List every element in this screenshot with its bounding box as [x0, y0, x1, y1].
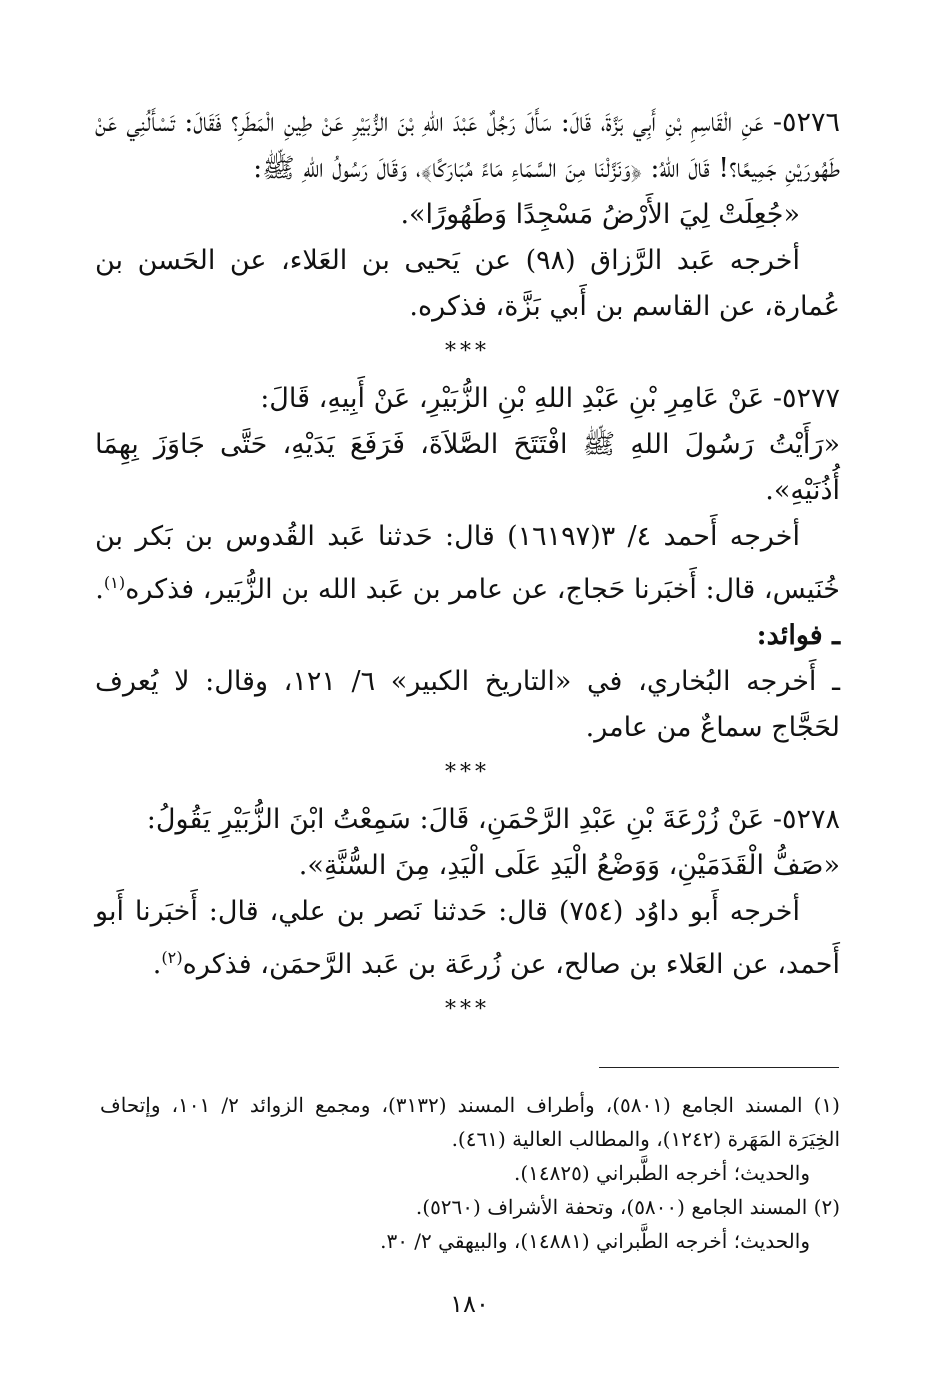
footnote-divider	[599, 1067, 839, 1068]
hadith-5277-source-end: .	[95, 574, 104, 605]
section-separator: ***	[445, 997, 490, 1022]
hadith-5278-source-text: أخرجه أَبو داوُد (٧٥٤) قال: حَدثنا نَصر بن علي، قال: أَخبَرنا أَبو أَحمد، عن العَلاء بن صالح، عن زُرعَة بن عَبد الرَّحمَن، فذكره	[95, 896, 840, 980]
hadith-5276-text: ٥٢٧٦- عَنِ الْقَاسِمِ بْنِ أَبِي بَزَّةَ، قَالَ: سَأَلَ رَجُلٌ عَبْدَ اللهِ بْنَ الزُّبَيْرِ عَنْ طِينِ الْمَطَرِ؟ فَقَالَ: تَسْأَلُنِي عَنْ طَهُورَيْنِ جَمِيعًا؟! قَالَ اللهُ: ﴿وَنَزَّلْنَا مِنَ السَّمَاءِ مَاءً مُبَارَكًا﴾، وَقَالَ رَسُولُ اللهِ ﷺ:	[95, 107, 840, 184]
hadith-5278-text: ٥٢٧٨- عَنْ زُرْعَةَ بْنِ عَبْدِ الرَّحْمَنِ، قَالَ: سَمِعْتُ ابْنَ الزُّبَيْرِ يَقُولُ:	[146, 804, 840, 835]
hadith-5277-quote: «رَأَيْتُ رَسُولَ اللهِ ﷺ افْتَتَحَ الصَّلاَةَ، فَرَفَعَ يَدَيْهِ، حَتَّى جَاوَزَ بِهِمَا أُذُنَيْهِ».	[95, 429, 840, 506]
hadith-5278-quote: «صَفُّ الْقَدَمَيْنِ، وَوَضْعُ الْيَدِ عَلَى الْيَدِ، مِنَ السُّنَّةِ».	[298, 850, 840, 881]
hadith-5276-source: أخرجه عَبد الرَّزاق (٩٨) عن يَحيى بن العَلاء، عن الحَسن بن عُمارة، عن القاسم بن أَبي بَزَّة، فذكره.	[95, 245, 840, 322]
main-text	[95, 100, 840, 1034]
section-separator: ***	[445, 339, 490, 364]
hadith-5277-text: ٥٢٧٧- عَنْ عَامِرِ بْنِ عَبْدِ اللهِ بْنِ الزُّبَيْرِ، عَنْ أَبِيهِ، قَالَ:	[260, 383, 840, 414]
fawaid-heading: ـ فوائد:	[756, 620, 840, 651]
footnote-2-continuation: والحديث؛ أخرجه الطَّبراني (١٤٨٨١)، والبيهقي ٢/ ٣٠.	[380, 1229, 810, 1253]
footnote-ref-2[interactable]: (٢)	[161, 948, 183, 967]
footnote-ref-1[interactable]: (١)	[103, 573, 126, 592]
hadith-5278-source-end: .	[152, 949, 162, 980]
section-separator: ***	[445, 760, 490, 785]
footnote-1: (١) المسند الجامع (٥٨٠١)، وأطراف المسند (٣١٣٢)، ومجمع الزوائد ٢/ ١٠١، وإتحاف الخِيَرَة المَهَرة (١٢٤٢)، والمطالب العالية (٤٦١).	[100, 1093, 840, 1151]
footnote-2: (٢) المسند الجامع (٥٨٠٠)، وتحفة الأشراف (٥٢٦٠).	[415, 1195, 840, 1219]
hadith-5278-source	[95, 889, 840, 988]
hadith-5277-source-text: أخرجه أَحمد ٤/ ٣(١٦١٩٧) قال: حَدثنا عَبد القُدوس بن بَكر بن خُنَيس، قال: أَخبَرنا حَجاج، عن عامر بن عَبد الله بن الزُّبَير، فذكره	[95, 521, 840, 605]
page-number: ١٨٠	[450, 1290, 489, 1318]
hadith-5276-quote: «جُعِلَتْ لِيَ الأَرْضُ مَسْجِدًا وَطَهُورًا».	[400, 199, 800, 230]
fawaid-text: ـ أَخرجه البُخاري، في «التاريخ الكبير» ٦/ ١٢١، وقال: لا يُعرف لحَجَّاج سماعٌ من عامر.	[95, 666, 840, 743]
footnotes	[100, 1088, 840, 1258]
hadith-5277-source	[95, 514, 840, 613]
footnote-1-continuation: والحديث؛ أخرجه الطَّبراني (١٤٨٢٥).	[513, 1161, 810, 1185]
